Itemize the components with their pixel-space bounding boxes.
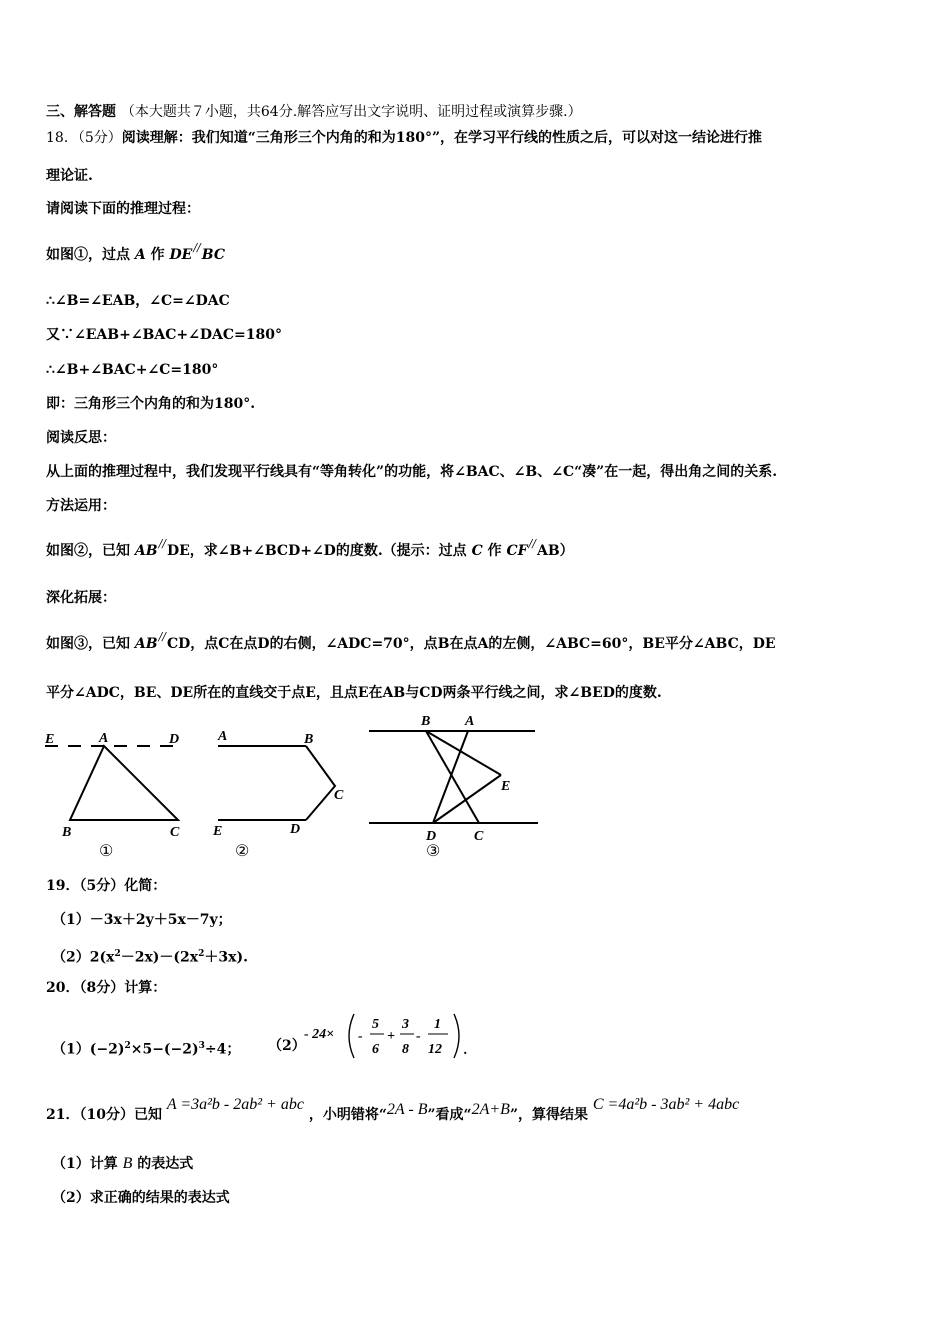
seen-expr: 2A+B [471,1101,510,1118]
fig2-label-e: E [213,824,223,839]
parallel-symbol: // [528,537,536,550]
q20-part2-label: （2） [268,1038,306,1054]
section-heading [46,103,582,121]
q18-figure1-statement: 如图①，过点 A 作 DE//BC [46,241,225,263]
fig3-label-a: A [465,714,475,729]
q20-title: 20．（8分）计算： [46,980,167,996]
parallel-symbol: // [193,241,201,254]
q18-step3: ∴∠B+∠BAC+∠C=180° [46,362,219,378]
section-note: （本大题共７小题，共64分.解答应写出文字说明、证明过程或演算步骤.） [120,104,582,120]
fig2-path-bcd [306,746,335,820]
q18-method-text: 如图②，已知 AB//DE，求∠B+∠BCD+∠D的度数.（提示：过点 C 作 CF//AB） [46,537,574,559]
frac2-den: 8 [402,1042,409,1057]
frac3-den: 12 [428,1042,442,1057]
frac1-den: 6 [372,1042,379,1057]
fig1-number: ① [99,843,114,860]
expr-end: . [464,1043,468,1058]
q21-part2: （2）求正确的结果的表达式 [52,1190,230,1206]
fig1-label-c: C [170,825,180,840]
fig2-label-b: B [304,732,314,747]
q18-reflect-text: 从上面的推理过程中，我们发现平行线具有“等角转化”的功能，将∠BAC、∠B、∠C“凑”在一起，得出角之间的关系. [46,464,778,480]
fig3-number: ③ [426,843,441,860]
fig1-triangle-abc [70,746,178,820]
q18-intro-line2: 理论证. [46,168,93,184]
parallel-symbol: // [158,630,166,643]
q18-conclusion: 即：三角形三个内角的和为180°. [46,396,256,412]
frac1-num: 5 [372,1017,379,1032]
fig2-label-c: C [334,788,344,803]
fig3-label-b: B [421,714,431,729]
fig2-number: ② [235,843,250,860]
right-paren [454,1014,459,1058]
q18-step2: 又∵∠EAB+∠BAC+∠DAC=180° [46,327,282,343]
fig3-label-c: C [474,829,484,844]
parallel-symbol: // [158,537,166,550]
fig3-label-d: D [426,829,437,844]
q21-statement: 21．（10分）已知 A =3a²b - 2ab² + abc ，小明错将“2A - B”看成“2A+B”，算得结果 C =4a²b - 3ab² + 4abc [46,1096,740,1123]
q18-read-instruction: 请阅读下面的推理过程： [46,201,200,217]
fig2-label-d: D [290,822,301,837]
expr-minus-24: - 24× [304,1027,335,1042]
figure-3 [369,714,538,860]
wrong-expr: 2A - B [386,1101,428,1118]
figure-1 [44,731,180,860]
section-title: 三、解答题 [46,104,116,120]
q18-method-title: 方法运用： [46,498,116,514]
expr-c: C =4a²b - 3ab² + 4abc [592,1096,740,1113]
q18-intro-line1 [46,129,762,147]
frac2-num: 3 [402,1017,409,1032]
left-paren [349,1014,354,1058]
q18-deep-title: 深化拓展： [46,590,116,606]
frac3-num: 1 [434,1017,441,1032]
expr-a: A =3a²b - 2ab² + abc [166,1096,304,1113]
q18-number: 18．（5分） [46,130,122,146]
fig2-label-a: A [218,729,228,744]
q20-part1: $(1)(-2)^2\times 5-(-2)^3\div 4$； [52,1041,241,1058]
fig1-label-e: E [45,732,55,747]
figure-2 [212,729,344,860]
q19-title: 19．（5分）化简： [46,878,167,894]
fig1-label-a: A [99,731,109,746]
q19-part1: （1）－3x＋2y＋5x－7y； [52,912,232,928]
q18-step1: ∴∠B=∠EAB，∠C=∠DAC [46,293,230,309]
fig3-segment-be [426,731,501,775]
q21-part1: （1）计算 B 的表达式 [52,1155,194,1172]
q19-part2: $(2)2(x^2-2x)-(2x^2+3x)$. [52,949,249,966]
q18-deep-line1: 如图③，已知 AB//CD，点C在点D的右侧，∠ADC=70°，点B在点A的左侧，∠ABC=60°，BE平分∠ABC，DE [46,630,776,652]
q18-intro1: 阅读理解：我们知道“三角形三个内角的和为180°”，在学习平行线的性质之后，可以对这一结论进行推 [121,130,763,146]
q20-expression [300,1008,480,1064]
fig1-label-d: D [169,732,180,747]
q18-deep-line2: 平分∠ADC，BE、DE所在的直线交于点E，且点E在AB与CD两条平行线之间，求∠BED的度数. [46,685,662,701]
fig3-label-e: E [501,779,511,794]
fig1-label-b: B [62,825,72,840]
expr-plus: + [387,1029,395,1044]
q18-reflect-title: 阅读反思： [46,430,116,446]
expr-minus2: - [416,1029,421,1044]
expr-minus: - [358,1029,363,1044]
geometry-figures [0,705,560,865]
